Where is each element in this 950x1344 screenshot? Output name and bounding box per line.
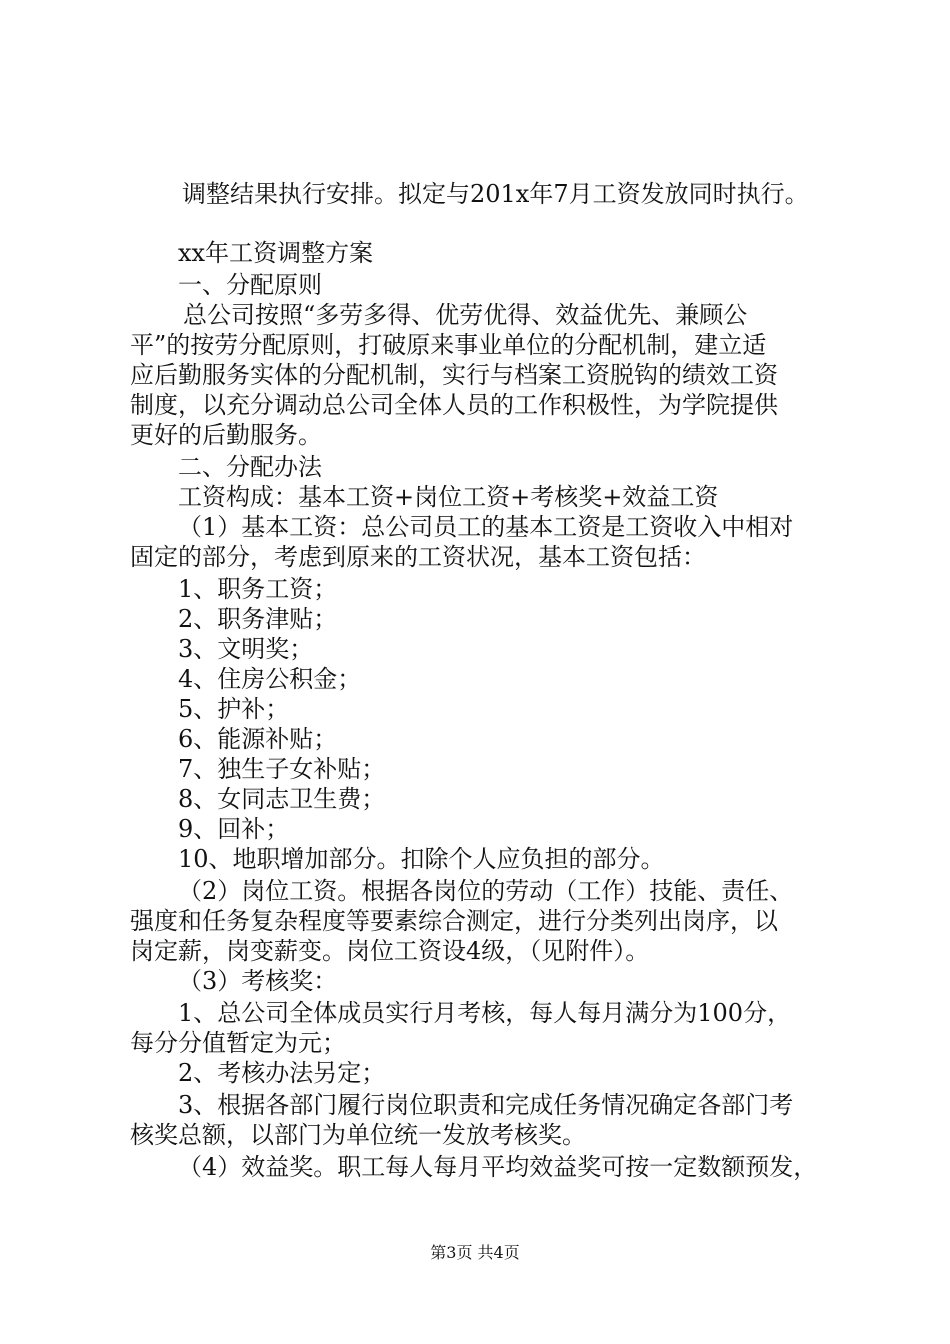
paragraph-line: 固定的部分，考虑到原来的工资状况，基本工资包括： bbox=[130, 543, 706, 571]
list-item: 9、回补； bbox=[178, 815, 290, 843]
list-item: 10、地职增加部分。扣除个人应负担的部分。 bbox=[178, 845, 665, 873]
section-heading: 二、分配办法 bbox=[178, 453, 322, 481]
paragraph-line: 总公司按照“多劳多得、优劳优得、效益优先、兼顾公 bbox=[183, 301, 748, 329]
paragraph-line: 2、考核办法另定； bbox=[178, 1059, 386, 1087]
paragraph-line: 1、总公司全体成员实行月考核，每人每月满分为100分， bbox=[178, 999, 792, 1027]
paragraph-line: 平”的按劳分配原则，打破原来事业单位的分配机制，建立适 bbox=[130, 331, 767, 359]
paragraph-line: （4）效益奖。职工每人每月平均效益奖可按一定数额预发， bbox=[178, 1153, 818, 1181]
paragraph-line: （2）岗位工资。根据各岗位的劳动（工作）技能、责任、 bbox=[178, 877, 794, 905]
paragraph-line: 强度和任务复杂程度等要素综合测定，进行分类列出岗序，以 bbox=[130, 907, 778, 935]
list-item: 1、职务工资； bbox=[178, 575, 338, 603]
list-item: 3、文明奖； bbox=[178, 635, 314, 663]
paragraph-line: 制度，以充分调动总公司全体人员的工作积极性，为学院提供 bbox=[130, 391, 778, 419]
paragraph-line: 岗定薪，岗变薪变。岗位工资设4级，（见附件）。 bbox=[130, 937, 650, 965]
page-indicator: 第3页 共4页 bbox=[430, 1243, 520, 1262]
paragraph-line: 应后勤服务实体的分配机制，实行与档案工资脱钩的绩效工资 bbox=[130, 361, 778, 389]
paragraph-line: 工资构成：基本工资+岗位工资+考核奖+效益工资 bbox=[178, 483, 719, 511]
paragraph-line: 核奖总额，以部门为单位统一发放考核奖。 bbox=[130, 1121, 586, 1149]
paragraph-line: （1）基本工资：总公司员工的基本工资是工资收入中相对 bbox=[178, 513, 794, 541]
section-heading: （3）考核奖： bbox=[178, 967, 338, 995]
paragraph-line: 更好的后勤服务。 bbox=[130, 421, 322, 449]
list-item: 4、住房公积金； bbox=[178, 665, 362, 693]
list-item: 5、护补； bbox=[178, 695, 290, 723]
list-item: 2、职务津贴； bbox=[178, 605, 338, 633]
section-heading: 一、分配原则 bbox=[178, 271, 322, 299]
section-title: xx年工资调整方案 bbox=[178, 239, 374, 267]
paragraph-line: 每分分值暂定为元； bbox=[130, 1029, 346, 1057]
list-item: 8、女同志卫生费； bbox=[178, 785, 386, 813]
text-line: 调整结果执行安排。拟定与201x年7月工资发放同时执行。 bbox=[182, 180, 809, 208]
list-item: 7、独生子女补贴； bbox=[178, 755, 386, 783]
list-item: 6、能源补贴； bbox=[178, 725, 338, 753]
paragraph-line: 3、根据各部门履行岗位职责和完成任务情况确定各部门考 bbox=[178, 1091, 794, 1119]
